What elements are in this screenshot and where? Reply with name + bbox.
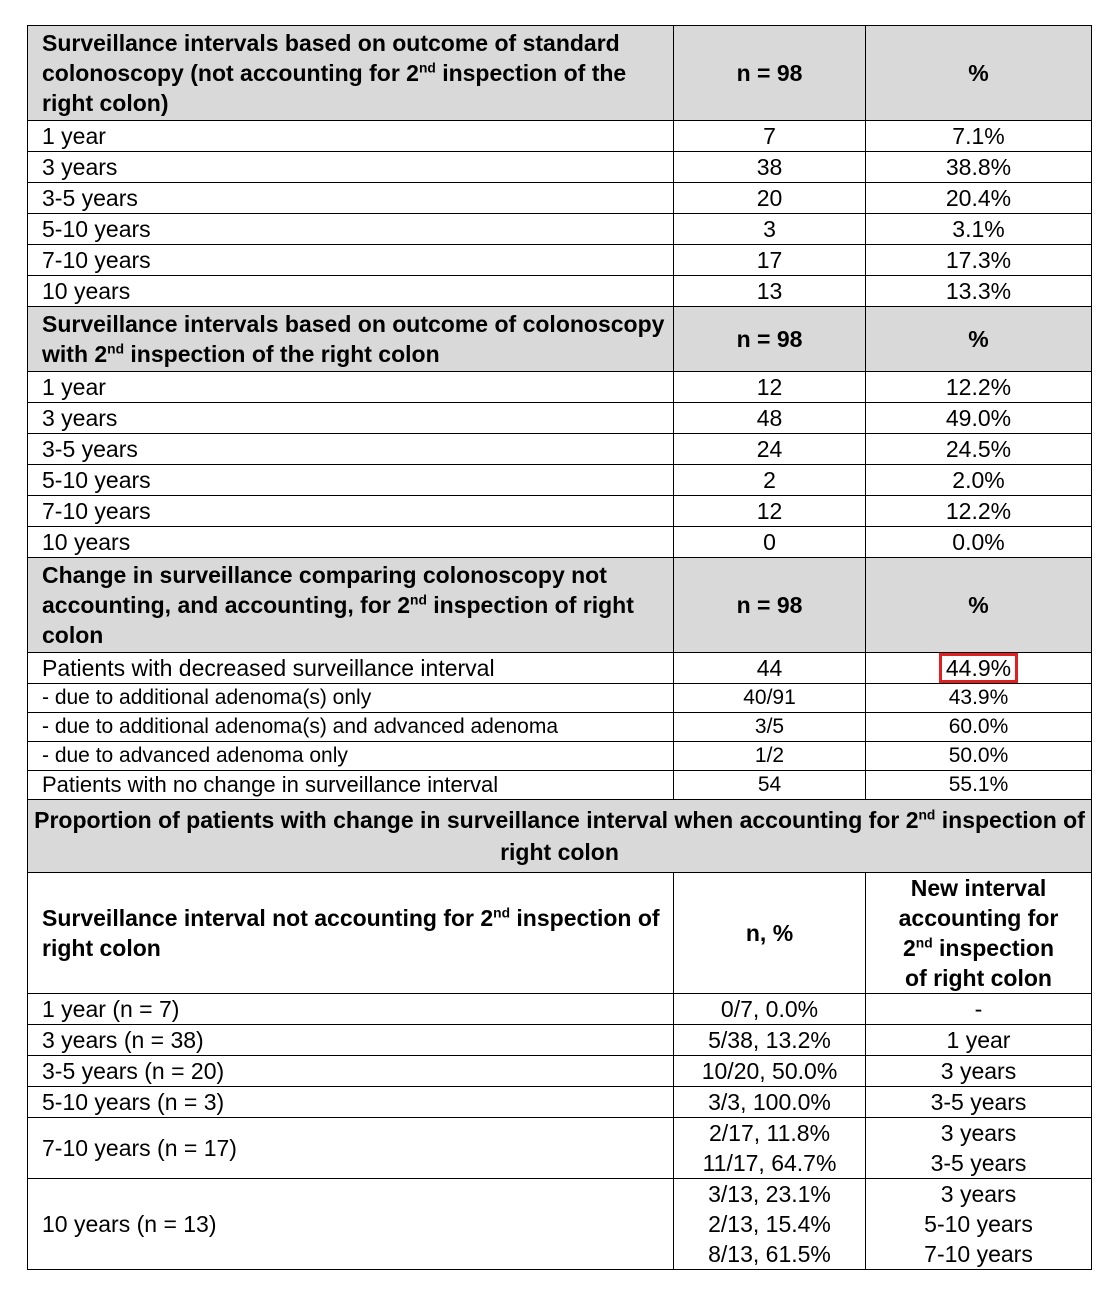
interval-label: 7-10 years	[28, 496, 674, 527]
section2-header-label: Surveillance intervals based on outcome of colonoscopy with 2nd inspection of the right colon	[28, 307, 674, 372]
table-row	[28, 152, 1092, 183]
count-cell: 2	[674, 465, 866, 496]
table-row	[28, 434, 1092, 465]
section1-header-pct: %	[866, 26, 1092, 121]
new-interval-cell: 1 year	[866, 1025, 1092, 1056]
interval-label: 5-10 years (n = 3)	[28, 1087, 674, 1118]
interval-label: 3 years	[28, 152, 674, 183]
section4-col2-header: n, %	[674, 873, 866, 994]
percent-cell: 12.2%	[866, 496, 1092, 527]
section4-subheader-row	[28, 873, 1092, 994]
section4-title: Proportion of patients with change in surveillance interval when accounting for 2nd inspection of right colon	[28, 800, 1092, 873]
count-cell: 17	[674, 245, 866, 276]
section4-title-row	[28, 800, 1092, 873]
count-cell: 3/5	[674, 713, 866, 742]
interval-label: 7-10 years	[28, 245, 674, 276]
interval-label: 1 year	[28, 121, 674, 152]
interval-label: 3 years	[28, 403, 674, 434]
proportion-cell: 3/13, 23.1% 2/13, 15.4% 8/13, 61.5%	[674, 1179, 866, 1270]
percent-cell: 7.1%	[866, 121, 1092, 152]
change-label: - due to additional adenoma(s) only	[28, 684, 674, 713]
table-row	[28, 653, 1092, 684]
count-cell: 24	[674, 434, 866, 465]
count-cell: 0	[674, 527, 866, 558]
table-row	[28, 1179, 1092, 1270]
table-row	[28, 276, 1092, 307]
table-row	[28, 1056, 1092, 1087]
section1-header-row	[28, 26, 1092, 121]
proportion-cell: 5/38, 13.2%	[674, 1025, 866, 1056]
table-row	[28, 527, 1092, 558]
new-interval-cell: 3 years	[866, 1056, 1092, 1087]
interval-label: 10 years	[28, 276, 674, 307]
table-row	[28, 684, 1092, 713]
section4-col1-header: Surveillance interval not accounting for 2nd inspection of right colon	[28, 873, 674, 994]
percent-cell	[866, 653, 1092, 684]
proportion-cell: 10/20, 50.0%	[674, 1056, 866, 1087]
interval-label: 3-5 years	[28, 434, 674, 465]
proportion-cell: 0/7, 0.0%	[674, 994, 866, 1025]
count-cell: 7	[674, 121, 866, 152]
table-row	[28, 465, 1092, 496]
percent-cell: 49.0%	[866, 403, 1092, 434]
section2-header-row	[28, 307, 1092, 372]
percent-cell: 38.8%	[866, 152, 1092, 183]
section4-col3-header: New interval accounting for 2nd inspection of right colon	[866, 873, 1092, 994]
table-row	[28, 214, 1092, 245]
table-row	[28, 121, 1092, 152]
interval-label: 5-10 years	[28, 214, 674, 245]
table-row	[28, 1025, 1092, 1056]
interval-label: 1 year	[28, 372, 674, 403]
section1-header-n: n = 98	[674, 26, 866, 121]
table-row	[28, 771, 1092, 800]
percent-cell: 17.3%	[866, 245, 1092, 276]
section3-header-n: n = 98	[674, 558, 866, 653]
new-interval-cell: 3-5 years	[866, 1087, 1092, 1118]
interval-label: 3-5 years (n = 20)	[28, 1056, 674, 1087]
count-cell: 13	[674, 276, 866, 307]
change-label: Patients with no change in surveillance interval	[28, 771, 674, 800]
interval-label: 5-10 years	[28, 465, 674, 496]
proportion-cell: 3/3, 100.0%	[674, 1087, 866, 1118]
new-interval-cell: 3 years 5-10 years 7-10 years	[866, 1179, 1092, 1270]
count-cell: 44	[674, 653, 866, 684]
table-row	[28, 496, 1092, 527]
change-label: - due to additional adenoma(s) and advanced adenoma	[28, 713, 674, 742]
interval-label: 1 year (n = 7)	[28, 994, 674, 1025]
section3-header-label: Change in surveillance comparing colonoscopy not accounting, and accounting, for 2nd inspection of right colon	[28, 558, 674, 653]
count-cell: 48	[674, 403, 866, 434]
section1-header-label: Surveillance intervals based on outcome of standard colonoscopy (not accounting for 2nd inspection of the right colon)	[28, 26, 674, 121]
percent-cell: 13.3%	[866, 276, 1092, 307]
highlight-box: 44.9%	[939, 653, 1018, 683]
count-cell: 54	[674, 771, 866, 800]
new-interval-cell: -	[866, 994, 1092, 1025]
table-row	[28, 1118, 1092, 1179]
count-cell: 40/91	[674, 684, 866, 713]
percent-cell: 12.2%	[866, 372, 1092, 403]
count-cell: 38	[674, 152, 866, 183]
change-label: Patients with decreased surveillance interval	[28, 653, 674, 684]
section2-header-n: n = 98	[674, 307, 866, 372]
interval-label: 10 years	[28, 527, 674, 558]
table-row	[28, 245, 1092, 276]
proportion-cell: 2/17, 11.8% 11/17, 64.7%	[674, 1118, 866, 1179]
percent-cell: 55.1%	[866, 771, 1092, 800]
table-row	[28, 713, 1092, 742]
table-row	[28, 1087, 1092, 1118]
new-interval-cell: 3 years 3-5 years	[866, 1118, 1092, 1179]
table-row	[28, 372, 1092, 403]
change-label: - due to advanced adenoma only	[28, 742, 674, 771]
interval-label: 7-10 years (n = 17)	[28, 1118, 674, 1179]
table-row	[28, 742, 1092, 771]
section3-header-pct: %	[866, 558, 1092, 653]
count-cell: 20	[674, 183, 866, 214]
interval-label: 3 years (n = 38)	[28, 1025, 674, 1056]
percent-cell: 50.0%	[866, 742, 1092, 771]
surveillance-table	[27, 25, 1092, 1270]
count-cell: 12	[674, 496, 866, 527]
interval-label: 10 years (n = 13)	[28, 1179, 674, 1270]
table-row	[28, 994, 1092, 1025]
percent-cell: 60.0%	[866, 713, 1092, 742]
percent-cell: 2.0%	[866, 465, 1092, 496]
count-cell: 1/2	[674, 742, 866, 771]
section2-header-pct: %	[866, 307, 1092, 372]
count-cell: 12	[674, 372, 866, 403]
section3-header-row	[28, 558, 1092, 653]
percent-cell: 24.5%	[866, 434, 1092, 465]
percent-cell: 0.0%	[866, 527, 1092, 558]
table-row	[28, 403, 1092, 434]
table-row	[28, 183, 1092, 214]
percent-cell: 43.9%	[866, 684, 1092, 713]
interval-label: 3-5 years	[28, 183, 674, 214]
percent-cell: 3.1%	[866, 214, 1092, 245]
percent-cell: 20.4%	[866, 183, 1092, 214]
count-cell: 3	[674, 214, 866, 245]
